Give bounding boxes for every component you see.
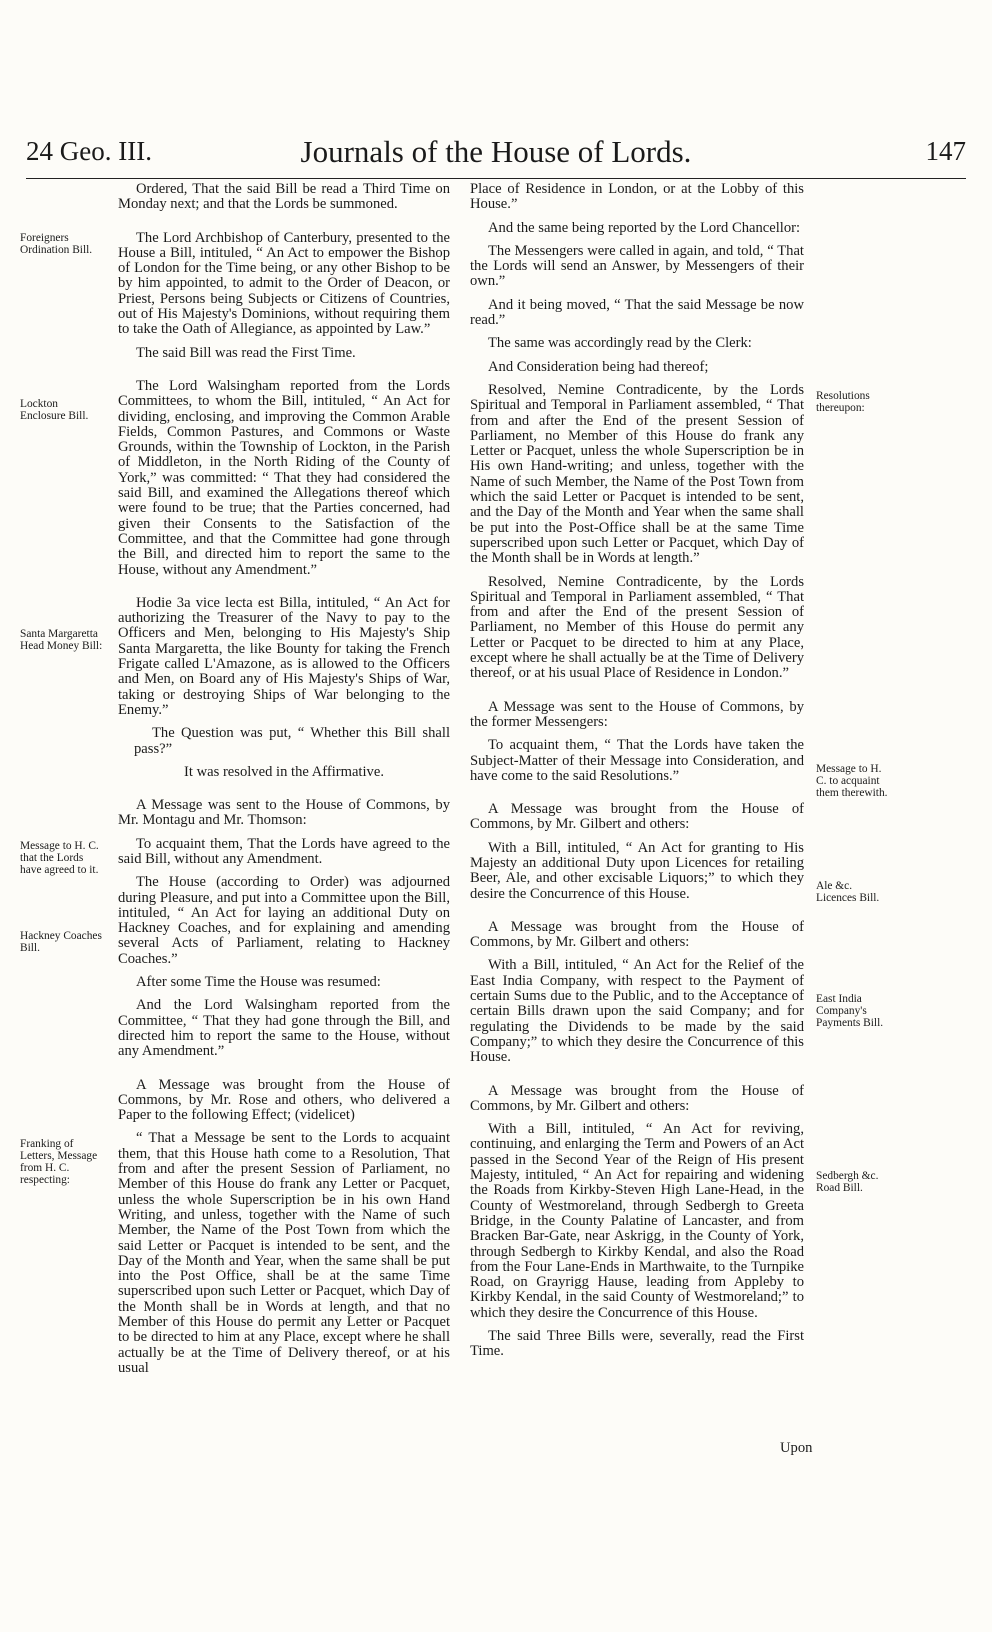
paragraph: To acquaint them, That the Lords have agreed to the said Bill, without any Amendment. [118,835,450,867]
paragraph: Resolved, Nemine Contradicente, by the Lords Spiritual and Temporal in Parliament assembled, “ That from and after the End of the present Session of Parliament, no Member of this House do permit any Letter or Pacquet to be directed to him at any Place, except where he shall actually be at the Time of Delivery thereof, or at his usual Place of Residence in London.” [470,573,804,682]
margin-note: Franking of Letters, Message from H. C. respecting: [20,1138,98,1186]
paragraph: The House (according to Order) was adjourned during Pleasure, and put into a Committee upon the Bill, intituled, “ An Act for laying an additional Duty on Hackney Coaches, and for explaining and amending several Acts of Parliament, relating to Hackney Coaches.” [118,874,450,967]
paragraph: To acquaint them, “ That the Lords have taken the Subject-Matter of their Message into Consideration, and have come to the said Resolutions.” [470,737,804,784]
paragraph: The said Bill was read the First Time. [136,344,356,361]
paragraph: A Message was sent to the House of Commons, by the former Messengers: [470,698,804,730]
page-number: 147 [925,136,966,166]
paragraph: And Consideration being had thereof; [488,358,709,375]
paragraph: The Question was put, “ Whether this Bill shall pass?” [134,725,450,757]
running-header [26,132,966,179]
paragraph: And the same being reported by the Lord Chancellor: [488,219,801,236]
right-column [470,182,804,1368]
paragraph: And the Lord Walsingham reported from the Committee, “ That they had gone through the Bill, and directed him to report the same to the House, without any Amendment.” [118,997,450,1060]
margin-note: Santa Margaretta Head Money Bill: [20,628,103,652]
paragraph: A Message was brought from the House of Commons, by Mr. Gilbert and others: [470,918,804,951]
paragraph: Hodie 3a vice lecta est Billa, intituled, “ An Act for authorizing the Treasurer of the Navy to pay to the Officers and Men, belonging to His Majesty's Ship Santa Margaretta, the like Bounty for taking the French Frigate called L'Amazone, as is allowed to the Officers and Men, on Board any of His Majesty's Ships of War, taking or destroying Ships of War belonging to the Enemy.” [118,594,450,718]
paragraph: A Message was brought from the House of Commons, by Mr. Rose and others, who delivered a Paper to the following Effect; (videlicet) [118,1076,450,1124]
paragraph: The Lord Archbishop of Canterbury, presented to the House a Bill, intituled, “ An Act to empower the Bishop of London for the Time being, or any other Bishop to be by him appointed, to admit to the Order of Deacon, or Priest, Persons being Subjects or Citizens of Countries, out of His Majesty's Dominions, without requiring them to take the Oath of Allegiance, as appointed by Law.” [118,229,450,338]
margin-note: Message to H. C. that the Lords have agreed to it. [20,840,99,876]
margin-note: Ale &c. Licences Bill. [816,880,880,904]
paragraph: “ That a Message be sent to the Lords to acquaint them, that this House hath come to a Resolution, That from and after the present Session of Parliament, no Member of this House do frank any Letter or Pacquet, unless the whole Superscription be in his own Hand Writing, and unless, together with the Name of such Member, the Name of the Post Town from which the said Letter or Pacquet is intended to be sent, and the Day of the Month and Year, when the same shall be put into the Post Office, shall be at the same Time superscribed upon such Letter or Pacquet, which Day of the Month shall be in Words at length, and that no Member of this House do permit any Letter or Pacquet to be directed to him at any Place, except where he shall actually be at the Time of Delivery thereof, or at his usual [118,1130,450,1376]
margin-note: Foreigners Ordination Bill. [20,232,93,256]
paragraph: A Message was brought from the House of Commons, by Mr. Gilbert and others: [470,1082,804,1114]
paragraph: A Message was sent to the House of Commons, by Mr. Montagu and Mr. Thomson: [118,797,450,829]
paragraph: The said Three Bills were, severally, read the First Time. [470,1328,804,1360]
paragraph: The Messengers were called in again, and told, “ That the Lords will send an Answer, by Messengers of their own.” [470,242,804,290]
paragraph: Resolved, Nemine Contradicente, by the Lords Spiritual and Temporal in Parliament assembled, “ That from and after the End of the present Session of Parliament, no Member of this House do frank any Letter or Pacquet, unless the whole Superscription be in His own Hand-writing; and unless, together with the Name of such Member, the Name of the Post Town from which the said Letter or Pacquet is intended to be sent, and the Day of the Month and Year when the same shall be put into the Post-Office shall be at the same Time superscribed upon such Letter or Pacquet, which Day of the Month shall be in Words at length.” [470,381,804,567]
journal-title: Journals of the House of Lords. [300,134,692,169]
paragraph: With a Bill, intituled, “ An Act for granting to His Majesty an additional Duty upon Licences for retailing Beer, Ale, and other excisable Liquors;” to which they desire the Concurrence of this House. [470,839,804,902]
paragraph: With a Bill, intituled, “ An Act for the Relief of the East India Company, with respect to the Payment of certain Sums due to the Public, and to the Acceptance of certain Bills drawn upon the said Company; and for regulating the Dividends to be made by the said Company;” to which they desire the Concurrence of this House. [470,957,804,1066]
margin-note: Resolutions thereupon: [816,390,870,414]
margin-note: East India Company's Payments Bill. [816,993,884,1029]
paragraph: Ordered, That the said Bill be read a Third Time on Monday next; and that the Lords be summoned. [118,181,450,213]
paragraph: And it being moved, “ That the said Message be now read.” [470,296,804,329]
paragraph: The same was accordingly read by the Clerk: [488,335,752,352]
catchword: Upon [780,1440,813,1456]
paragraph: The Lord Walsingham reported from the Lords Committees, to whom the Bill, intituled, “ An Act for dividing, enclosing, and improving the Common Arable Fields, Common Pastures, and Commons or Waste Grounds, within the Township of Lockton, in the Parish of Middleton, in the North Riding of the County of York,” was committed: “ That they had considered the said Bill, and examined the Allegations thereof which were found to be true; that the Parties concerned, had given their Consents to the Satisfaction of the Committee, and that the Committee had gone through the Bill, and directed him to report the same to the House, without any Amendment.” [118,377,450,578]
paragraph: With a Bill, intituled, “ An Act for reviving, continuing, and enlarging the Term and Powers of an Act passed in the Second Year of the Reign of His present Majesty, intituled, “ An Act for repairing and widening the Roads from Kirkby-Steven High Lane-Head, in the County of Westmoreland, through Sedbergh to Greeta Bridge, in the County Palatine of Lancaster, and from Bracken Bar-Gate, near Askrigg, in the County of York, through Sedbergh to Kirkby Kendal, and also the Road from the Four Lane-Ends in Marthwaite, to the Turnpike Road, on Grayrigg Hause, leading from Appleby to Kirkby Kendal, in the said County of Westmoreland;” to which they desire the Concurrence of this House. [470,1121,804,1321]
margin-note: Lockton Enclosure Bill. [20,398,89,422]
paragraph: After some Time the House was resumed: [136,974,381,991]
margin-note: Message to H. C. to acquaint them therewith. [816,763,888,799]
margin-note: Hackney Coaches Bill. [20,930,102,954]
paragraph: It was resolved in the Affirmative. [184,763,384,780]
margin-note: Sedbergh &c. Road Bill. [816,1170,879,1194]
left-column [118,182,450,1384]
regnal-year: 24 Geo. III. [26,136,152,166]
paragraph: Place of Residence in London, or at the Lobby of this House.” [470,181,804,213]
paragraph: A Message was brought from the House of Commons, by Mr. Gilbert and others: [470,801,804,833]
